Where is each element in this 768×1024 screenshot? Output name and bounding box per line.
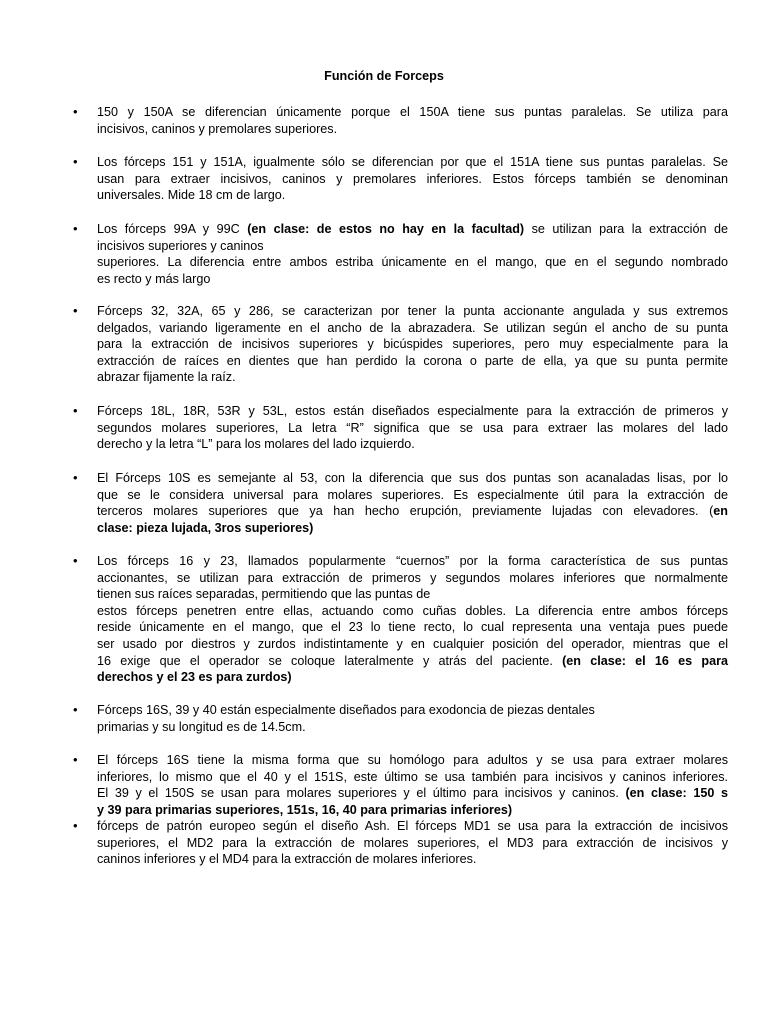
bullet-icon: • <box>73 104 78 119</box>
list-item <box>73 154 728 204</box>
list-item <box>73 553 729 686</box>
list-item <box>73 752 728 818</box>
bullet-icon: • <box>73 818 78 833</box>
text-line: delgados, variando ligeramente en el ancho de la abrazadera. Se utilizan según el ancho de su punta <box>97 320 728 335</box>
text-line: estos fórceps penetren entre ellas, actuando como cuñas dobles. La diferencia entre ambos fórceps <box>97 603 728 618</box>
list-item <box>73 702 728 735</box>
document-title: Función de Forceps <box>324 69 444 83</box>
text-line: inferiores, lo mismo que el 40 y el 151S, este último se usa también para incisivos y caninos inferiores. <box>97 769 728 784</box>
text-line: ser usado por diestros y zurdos indistintamente y en cualquier posición del operador, mientras que el <box>97 636 728 651</box>
text-run: Los fórceps 99A y 99C <box>97 222 248 236</box>
text-line: derecho y la letra “L” para los molares del lado izquierdo. <box>97 437 415 452</box>
text-line <box>97 669 728 686</box>
text-line: es recto y más largo <box>97 271 211 286</box>
text-line: abrazar fijamente la raíz. <box>97 370 236 385</box>
list-item <box>73 403 728 453</box>
text-line: tienen sus raíces separadas, permitiendo que las puntas de <box>97 587 431 602</box>
list-item <box>73 303 728 386</box>
text-line: accionantes, se utilizan para extracción de primeros y segundos molares inferiores que normalmente <box>97 570 728 585</box>
bullet-icon: • <box>73 221 78 236</box>
text-line: usan para extraer incisivos, caninos y premolares inferiores. Estos fórceps también se denominan <box>97 171 728 186</box>
bullet-icon: • <box>73 553 78 568</box>
text-line <box>97 653 728 670</box>
text-run: se utilizan para la extracción de <box>524 222 728 236</box>
class-note: clase: pieza lujada, 3ros superiores) <box>97 520 314 535</box>
text-line: que se le considera universal para molares superiores. Es especialmente útil para la extracción de <box>97 487 728 502</box>
list-item <box>73 221 728 287</box>
list-item <box>73 104 728 137</box>
text-line: universales. Mide 18 cm de largo. <box>97 188 286 203</box>
text-run: 16 exige que el operador se coloque lateralmente y atrás del paciente. <box>97 653 563 668</box>
bullet-icon: • <box>73 752 78 767</box>
class-note: (en clase: 150 s <box>625 786 728 801</box>
text-line: superiores, el MD2 para la extracción de molares superiores, el MD3 para extracción de incisivos y <box>97 835 728 850</box>
bullet-icon: • <box>73 702 78 717</box>
text-line <box>97 503 728 520</box>
text-line: primarias y su longitud es de 14.5cm. <box>97 719 306 734</box>
text-line: Fórceps 32, 32A, 65 y 286, se caracterizan por tener la punta accionante angulada y sus extremos <box>97 304 728 318</box>
text-line: incisivos superiores y caninos <box>97 238 264 253</box>
list-item <box>73 470 728 536</box>
class-note: (en clase: de estos no hay en la facultad) <box>247 222 525 236</box>
bullet-icon: • <box>73 154 78 169</box>
text-line: incisivos, caninos y premolares superiores. <box>97 121 338 136</box>
text-line: Los fórceps 16 y 23, llamados popularmente “cuernos” por la forma característica de sus puntas <box>97 554 728 568</box>
text-run: El 39 y el 150S se usan para molares superiores y el último para incisivos y caninos. <box>97 786 626 801</box>
text-line: El fórceps 16S tiene la misma forma que su homólogo para adultos y se usa para extraer molares <box>97 753 728 767</box>
text-line: segundos molares superiores, La letra “R” significa que se usa para extraer las molares del lado <box>97 420 728 435</box>
bullet-icon: • <box>73 403 78 418</box>
text-line <box>97 802 728 819</box>
text-line: superiores. La diferencia entre ambos estriba únicamente en el mango, que en el segundo nombrado <box>97 255 728 270</box>
text-run: terceros molares superiores que ya han hecho erupción, previamente lujadas con elevadores. ( <box>97 504 714 519</box>
class-note: (en clase: el 16 es para <box>562 653 729 668</box>
text-line: Fórceps 16S, 39 y 40 están especialmente diseñados para exodoncia de piezas dentales <box>97 703 595 717</box>
class-note: y 39 para primarias superiores, 151s, 16, 40 para primarias inferiores) <box>97 802 513 817</box>
text-line <box>97 520 728 537</box>
list-item <box>73 818 728 868</box>
bullet-icon: • <box>73 470 78 485</box>
text-line: 150 y 150A se diferencian únicamente porque el 150A tiene sus puntas paralelas. Se utiliza para <box>97 105 728 119</box>
text-line: Fórceps 18L, 18R, 53R y 53L, estos están diseñados especialmente para la extracción de primeros y <box>97 404 728 418</box>
text-line <box>97 785 728 802</box>
class-note: derechos y el 23 es para zurdos) <box>97 670 292 685</box>
text-line: para la extracción de incisivos superiores y bicúspides superiores, pero muy especialmente para la <box>97 337 728 352</box>
text-line: fórceps de patrón europeo según el diseño Ash. El fórceps MD1 se usa para la extracción de incisivos <box>97 819 728 833</box>
bullet-icon: • <box>73 303 78 318</box>
text-line: extracción de raíces en dientes que han perdido la corona o parte de ella, ya que su punta permite <box>97 353 728 368</box>
text-line: Los fórceps 151 y 151A, igualmente sólo se diferencian por que el 151A tiene sus puntas paralelas. Se <box>97 155 728 169</box>
text-line: reside únicamente en el mango, que el 23 lo tiene recto, lo cual representa una ventaja pues puede <box>97 620 728 635</box>
text-line <box>97 221 728 238</box>
text-line: caninos inferiores y el MD4 para la extracción de molares inferiores. <box>97 852 477 867</box>
text-line: El Fórceps 10S es semejante al 53, con la diferencia que sus dos puntas son acanaladas lisas, por lo <box>97 471 728 485</box>
class-note: en <box>713 504 728 519</box>
